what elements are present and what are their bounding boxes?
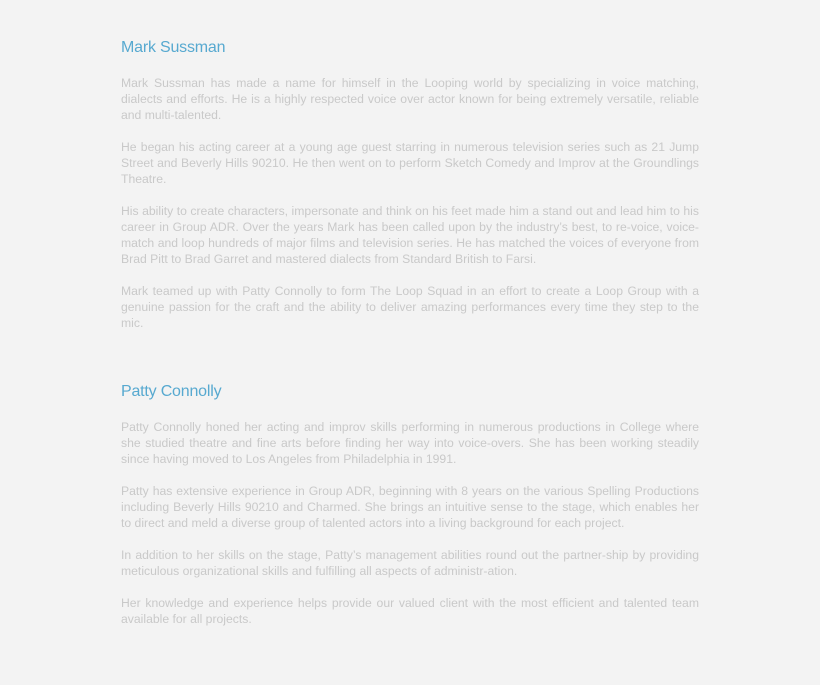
- bio-paragraph: In addition to her skills on the stage, Patty’s management abilities round out the partner-ship by providing meticulous organizational skills and fulfilling all aspects of administr-ation.: [121, 548, 699, 578]
- bio-paragraph: Her knowledge and experience helps provide our valued client with the most efficient and talented team available for all projects.: [121, 596, 699, 626]
- bio-paragraph: His ability to create characters, impersonate and think on his feet made him a stand out and lead him to his career in Group ADR. Over the years Mark has been called upon by the industry’s best, to re-voice, voice-match and loop hundreds of major films and television series. He has matched the voices of everyone from Brad Pitt to Brad Garret and mastered dialects from Standard British to Farsi.: [121, 204, 699, 266]
- bio-paragraph: Patty Connolly honed her acting and improv skills performing in numerous productions in College where she studied theatre and fine arts before finding her way into voice-overs. She has been working steadily since having moved to Los Angeles from Philadelphia in 1991.: [121, 420, 699, 466]
- bio-name-heading: Patty Connolly: [121, 383, 222, 400]
- bio-paragraph: Mark teamed up with Patty Connolly to form The Loop Squad in an effort to create a Loop Group with a genuine passion for the craft and the ability to deliver amazing performances every time they step to the mic.: [121, 284, 699, 330]
- bio-paragraph: He began his acting career at a young age guest starring in numerous television series such as 21 Jump Street and Beverly Hills 90210. He then went on to perform Sketch Comedy and Improv at the Groundlings Theatre.: [121, 140, 699, 186]
- bio-paragraph: Patty has extensive experience in Group ADR, beginning with 8 years on the various Spelling Productions including Beverly Hills 90210 and Charmed. She brings an intuitive sense to the stage, which enables her to direct and meld a diverse group of talented actors into a living background for each project.: [121, 484, 699, 530]
- bio-section-patty-connolly: [121, 382, 699, 627]
- bio-section-mark-sussman: [121, 38, 699, 331]
- bio-name-heading: Mark Sussman: [121, 39, 226, 56]
- bio-paragraph: Mark Sussman has made a name for himself in the Looping world by specializing in voice matching, dialects and efforts. He is a highly respected voice over actor known for being extremely versatile, reliable and multi-talented.: [121, 76, 699, 122]
